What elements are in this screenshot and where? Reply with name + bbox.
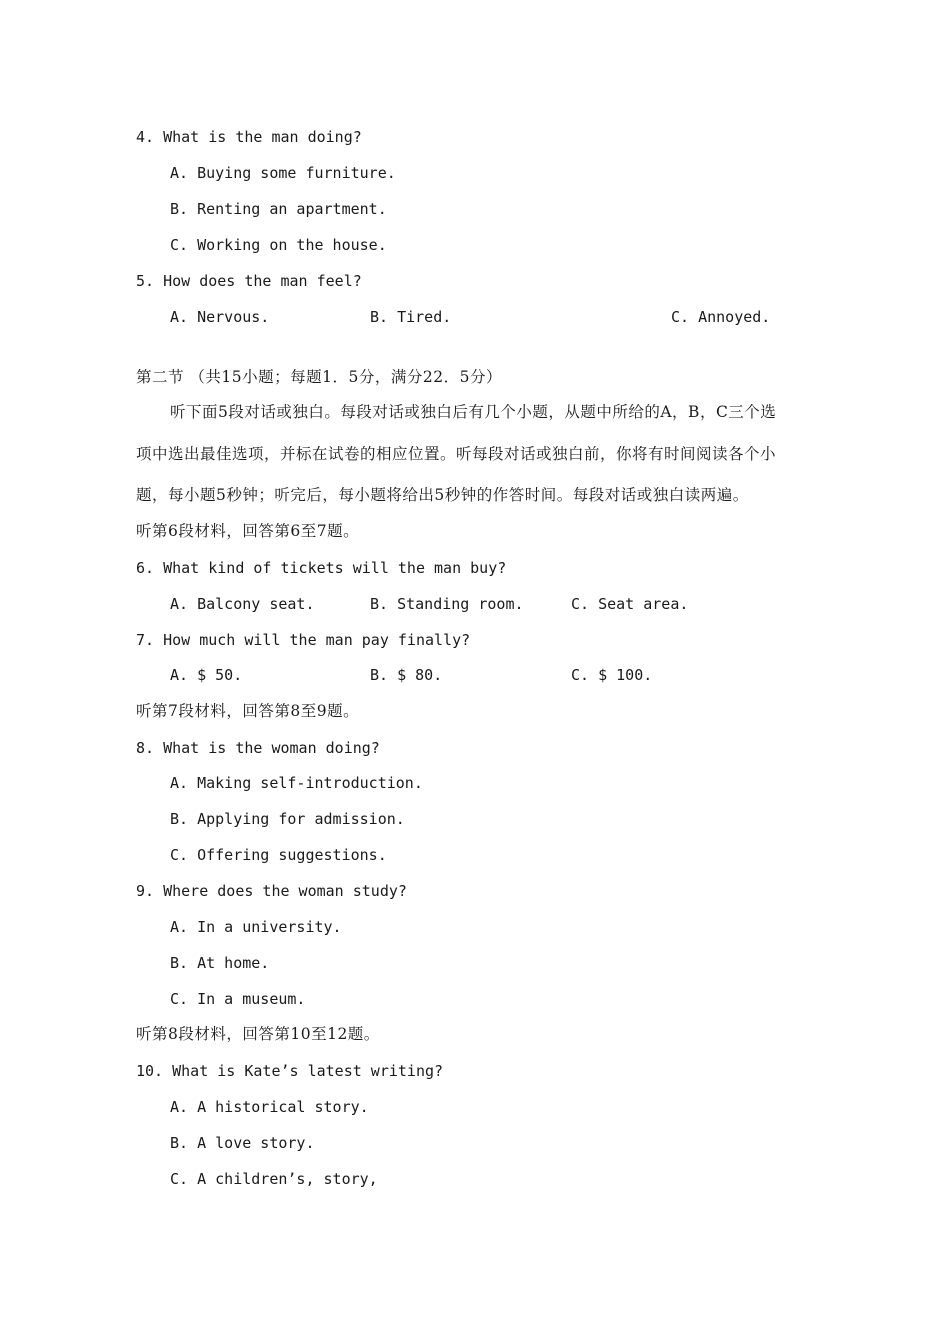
q5-option-b: B. Tired. <box>370 308 452 326</box>
material-6-heading: 听第6段材料，回答第6至7题。 <box>136 522 360 540</box>
question-5: 5. How does the man feel? <box>136 272 362 290</box>
question-6: 6. What kind of tickets will the man buy? <box>136 559 507 577</box>
question-7: 7. How much will the man pay finally? <box>136 631 471 649</box>
q9-option-c: C. In a museum. <box>170 990 306 1008</box>
q7-option-b: B. $ 80. <box>370 666 443 684</box>
material-8-heading: 听第8段材料，回答第10至12题。 <box>136 1025 380 1043</box>
q10-option-c: C. A children’s, story, <box>170 1170 378 1188</box>
q7-option-a: A. $ 50. <box>170 666 243 684</box>
q5-option-a: A. Nervous. <box>170 308 270 326</box>
q8-option-a: A. Making self-introduction. <box>170 774 423 792</box>
question-8: 8. What is the woman doing? <box>136 739 380 757</box>
q9-option-a: A. In a university. <box>170 918 342 936</box>
material-7-heading: 听第7段材料，回答第8至9题。 <box>136 702 360 720</box>
q4-option-c: C. Working on the house. <box>170 236 387 254</box>
instructions-line-2: 项中选出最佳选项，并标在试卷的相应位置。听每段对话或独白前，你将有时间阅读各个小 <box>136 445 777 463</box>
section-heading: 第二节 （共15小题；每题1．5分，满分22．5分） <box>136 368 502 386</box>
q5-option-c: C. Annoyed. <box>671 308 771 326</box>
q6-option-b: B. Standing room. <box>370 595 524 613</box>
q8-option-c: C. Offering suggestions. <box>170 846 387 864</box>
question-9: 9. Where does the woman study? <box>136 882 407 900</box>
q4-option-b: B. Renting an apartment. <box>170 200 387 218</box>
q10-option-a: A. A historical story. <box>170 1098 369 1116</box>
q8-option-b: B. Applying for admission. <box>170 810 405 828</box>
q6-option-a: A. Balcony seat. <box>170 595 315 613</box>
instructions-line-1: 听下面5段对话或独白。每段对话或独白后有几个小题，从题中所给的A，B，C三个选 <box>170 403 777 421</box>
question-10: 10. What is Kate’s latest writing? <box>136 1062 444 1080</box>
q9-option-b: B. At home. <box>170 954 270 972</box>
q10-option-b: B. A love story. <box>170 1134 315 1152</box>
q6-option-c: C. Seat area. <box>571 595 689 613</box>
question-4: 4. What is the man doing? <box>136 128 362 146</box>
instructions-line-3: 题，每小题5秒钟；听完后，每小题将给出5秒钟的作答时间。每段对话或独白读两遍。 <box>136 486 749 504</box>
q4-option-a: A. Buying some furniture. <box>170 164 396 182</box>
q7-option-c: C. $ 100. <box>571 666 653 684</box>
